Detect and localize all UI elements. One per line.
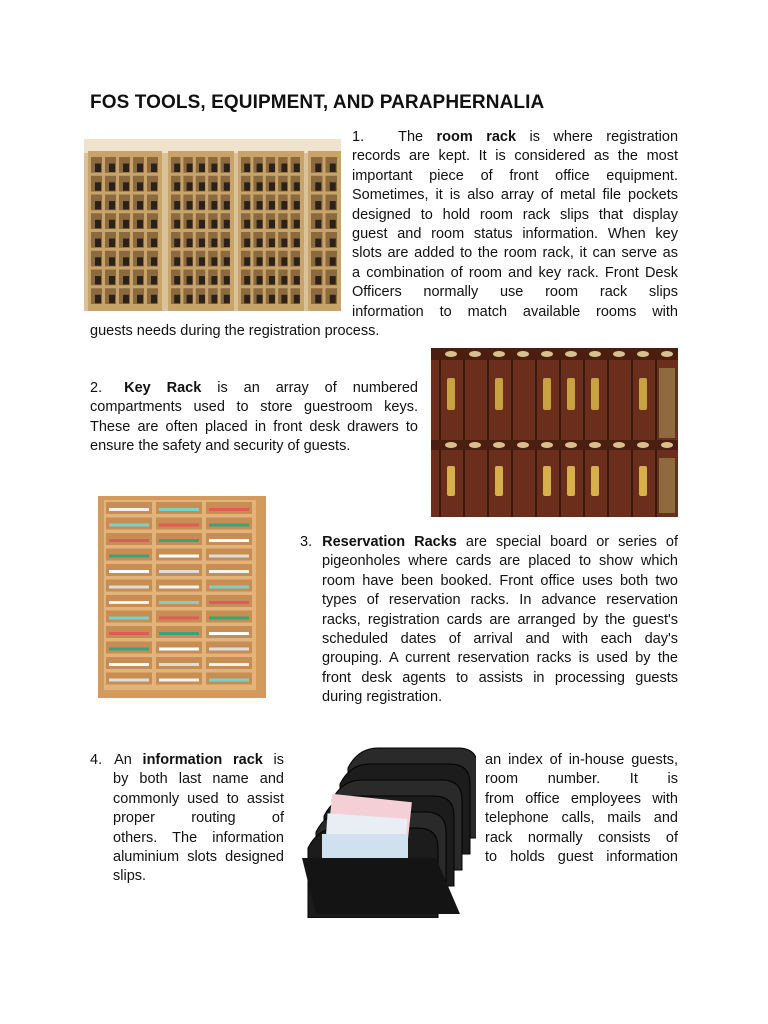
room-rack-photo	[84, 139, 341, 311]
item-4-term: information rack	[142, 752, 263, 768]
item-3-number: 3.	[300, 534, 313, 550]
item-2-term: Key Rack	[124, 380, 202, 396]
reservation-rack-photo	[96, 494, 268, 702]
item-4-text-left-first: 4. An information rack is	[90, 752, 285, 768]
page-title: FOS TOOLS, EQUIPMENT, AND PARAPHERNALIA	[90, 92, 545, 113]
item-3-text-body: pigeonholes where cards are placed to show which room have been booked. Front office uses both two types of reservation racks. In advance reservation racks, registration cards are arranged by the guest's scheduled dates of arrival and with each day's grouping. A current reservation racks is used by the front desk agents to assists in processing guests during registration.	[322, 553, 678, 706]
item-1-number: 1.	[352, 129, 365, 145]
item-2-text: 2. Key Rack is an array of numbered compartments used to store guestroom keys. These are often placed in front desk drawers to ensure the safety and security of guests.	[90, 380, 418, 455]
item-2-number: 2.	[90, 380, 103, 396]
key-rack-photo	[431, 348, 678, 517]
item-4-text-right: an index of in-house guests, room number. It is from office employees with telephone calls, mails and rack normally consists of to holds guest information	[485, 752, 678, 865]
item-3-term: Reservation Racks	[322, 534, 457, 550]
item-4-text-left: by both last name and commonly used to assist proper routing of others. The information aluminium slots designed slips.	[113, 771, 284, 885]
item-1-text-tail: guests needs during the registration process.	[90, 323, 380, 339]
item-4-number: 4.	[90, 752, 103, 768]
item-1-text: 1. The room rack is where registration records are kept. It is considered as the most important piece of front office equipment. Sometimes, it is also array of metal file pockets designed to hold room rack slips that display guest and room status information. When key slots are added to the room rack, it can serve as a combination of room and key rack. Front Desk Officers normally use room rack slips information to match available rooms with	[352, 129, 679, 320]
item-1-term: room rack	[436, 129, 517, 145]
information-rack-photo	[296, 738, 476, 918]
item-3-text: 3. Reservation Racks are special board or series of	[300, 534, 678, 550]
